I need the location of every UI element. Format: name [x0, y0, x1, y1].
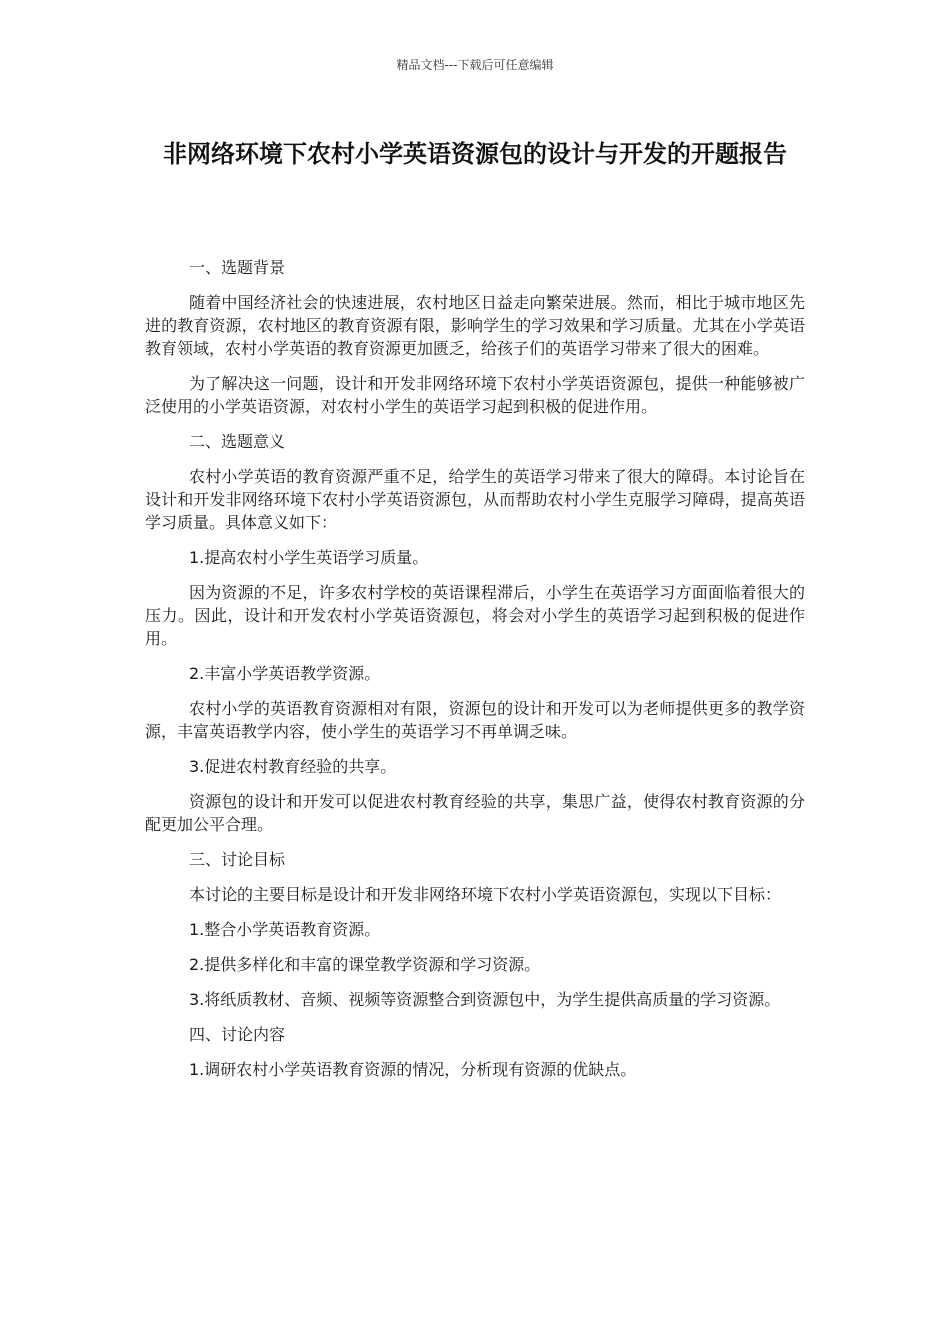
section-heading: 二、选题意义	[189, 432, 286, 451]
list-item: 1.调研农村小学英语教育资源的情况，分析现有资源的优缺点。	[189, 1060, 637, 1079]
list-item: 1.整合小学英语教育资源。	[189, 920, 381, 939]
document-title: 非网络环境下农村小学英语资源包的设计与开发的开题报告	[163, 140, 787, 168]
paragraph: 为了解决这一问题，设计和开发非网络环境下农村小学英语资源包，提供一种能够被广泛使用的小学英语资源，对农村小学生的英语学习起到积极的促进作用。	[145, 374, 805, 416]
list-item: 1.提高农村小学生英语学习质量。	[189, 548, 429, 567]
paragraph: 农村小学英语的教育资源严重不足，给学生的英语学习带来了很大的障碍。本讨论旨在设计和开发非网络环境下农村小学英语资源包，从而帮助农村小学生克服学习障碍，提高英语学习质量。具体意义如下：	[145, 467, 805, 532]
list-item: 2.丰富小学英语教学资源。	[189, 664, 381, 683]
header-note: 精品文档---下载后可任意编辑	[396, 58, 554, 72]
paragraph: 本讨论的主要目标是设计和开发非网络环境下农村小学英语资源包，实现以下目标：	[189, 885, 782, 904]
paragraph: 资源包的设计和开发可以促进农村教育经验的共享，集思广益，使得农村教育资源的分配更加公平合理。	[145, 792, 805, 834]
list-item: 3.促进农村教育经验的共享。	[189, 757, 397, 776]
document-body	[145, 256, 805, 1093]
section-heading: 一、选题背景	[189, 258, 286, 277]
list-item: 3.将纸质教材、音频、视频等资源整合到资源包中，为学生提供高质量的学习资源。	[189, 990, 781, 1009]
paragraph: 随着中国经济社会的快速进展，农村地区日益走向繁荣进展。然而，相比于城市地区先进的教育资源，农村地区的教育资源有限，影响学生的学习效果和学习质量。尤其在小学英语教育领域，农村小学英语的教育资源更加匮乏，给孩子们的英语学习带来了很大的困难。	[145, 293, 805, 358]
list-item: 2.提供多样化和丰富的课堂教学资源和学习资源。	[189, 955, 541, 974]
paragraph: 因为资源的不足，许多农村学校的英语课程滞后，小学生在英语学习方面面临着很大的压力。因此，设计和开发农村小学英语资源包，将会对小学生的英语学习起到积极的促进作用。	[145, 583, 805, 648]
section-heading: 三、讨论目标	[189, 850, 286, 869]
section-heading: 四、讨论内容	[189, 1025, 286, 1044]
paragraph: 农村小学的英语教育资源相对有限，资源包的设计和开发可以为老师提供更多的教学资源，丰富英语教学内容，使小学生的英语学习不再单调乏味。	[145, 699, 805, 741]
